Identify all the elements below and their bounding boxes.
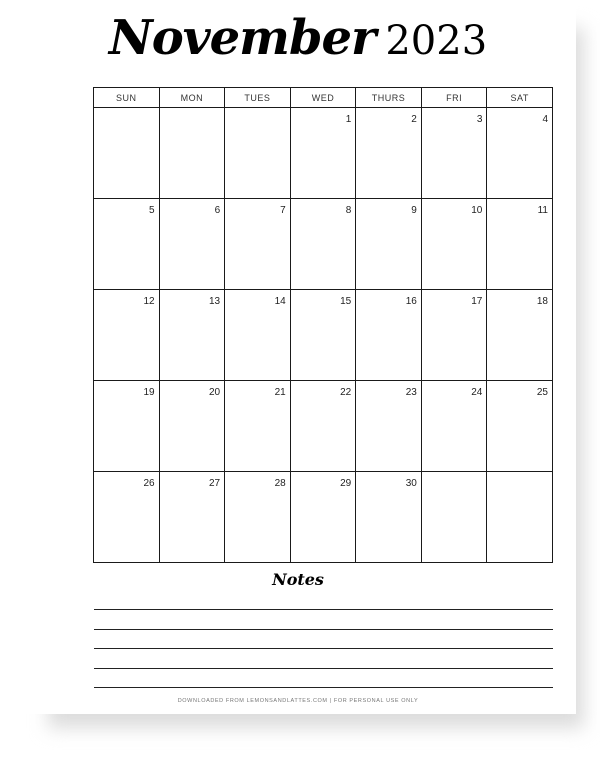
weekday-header: SUN xyxy=(94,88,160,108)
calendar-day-cell xyxy=(225,290,291,381)
day-number: 24 xyxy=(471,387,483,398)
day-number: 3 xyxy=(476,114,483,125)
day-number: 11 xyxy=(537,205,548,216)
calendar-day-cell xyxy=(356,290,422,381)
calendar-day-cell xyxy=(94,199,160,290)
day-number: 4 xyxy=(542,114,548,125)
day-number xyxy=(225,108,290,114)
calendar-day-cell xyxy=(94,290,160,381)
day-number: 29 xyxy=(340,478,352,489)
day-number: 15 xyxy=(340,296,352,307)
day-number: 27 xyxy=(209,478,221,489)
calendar-day-cell xyxy=(421,108,487,199)
day-number: 21 xyxy=(274,387,286,398)
calendar-day-cell xyxy=(487,290,553,381)
calendar-day-cell xyxy=(487,108,553,199)
weekday-header: SAT xyxy=(487,88,553,108)
day-number: 20 xyxy=(209,387,221,398)
calendar-day-cell xyxy=(487,199,553,290)
day-number: 2 xyxy=(411,114,417,125)
day-number: 30 xyxy=(405,478,417,489)
day-number: 8 xyxy=(345,205,352,216)
weekday-header: FRI xyxy=(421,88,487,108)
calendar-day-cell xyxy=(159,472,225,563)
calendar-day-cell xyxy=(356,472,422,563)
calendar-day-cell xyxy=(225,381,291,472)
weekday-header: THURS xyxy=(356,88,422,108)
footer-text: DOWNLOADED FROM LEMONSANDLATTES.COM | FOR PERSONAL USE ONLY xyxy=(177,698,419,704)
year-title: 2023 xyxy=(385,18,488,64)
weekday-header: WED xyxy=(290,88,356,108)
calendar-day-cell xyxy=(225,199,291,290)
calendar-day-cell xyxy=(290,472,356,563)
day-number: 17 xyxy=(471,296,483,307)
calendar-day-cell xyxy=(487,381,553,472)
notes-line xyxy=(94,609,553,610)
notes-line xyxy=(94,668,553,669)
calendar-day-cell xyxy=(487,472,553,563)
calendar-day-cell xyxy=(290,199,356,290)
calendar-week-row xyxy=(94,108,553,199)
calendar-week-row xyxy=(94,290,553,381)
day-number: 22 xyxy=(340,387,352,398)
day-number: 25 xyxy=(536,387,548,398)
calendar-day-cell xyxy=(159,199,225,290)
calendar-day-cell xyxy=(356,108,422,199)
day-number: 14 xyxy=(274,296,286,307)
day-number: 18 xyxy=(536,296,548,307)
calendar-day-cell xyxy=(225,472,291,563)
notes-title: Notes xyxy=(272,570,324,589)
calendar-day-cell xyxy=(290,290,356,381)
day-number xyxy=(422,472,487,478)
calendar-week-row xyxy=(94,199,553,290)
day-number xyxy=(160,108,225,114)
calendar-day-cell xyxy=(421,199,487,290)
day-number: 7 xyxy=(280,205,286,216)
calendar-day-cell xyxy=(94,472,160,563)
calendar-day-cell xyxy=(356,199,422,290)
day-number: 1 xyxy=(345,114,352,125)
calendar-day-cell xyxy=(356,381,422,472)
weekday-header: MON xyxy=(159,88,225,108)
day-number: 5 xyxy=(149,205,155,216)
calendar-day-cell xyxy=(159,108,225,199)
calendar-day-cell xyxy=(159,381,225,472)
calendar-day-cell xyxy=(421,472,487,563)
notes-line xyxy=(94,648,553,649)
day-number: 9 xyxy=(411,205,417,216)
calendar-body xyxy=(94,108,553,563)
weekday-header-row xyxy=(94,88,553,108)
day-number: 13 xyxy=(209,296,221,307)
notes-line xyxy=(94,687,553,688)
calendar-day-cell xyxy=(159,290,225,381)
day-number: 6 xyxy=(214,205,221,216)
calendar-grid xyxy=(93,87,553,563)
day-number: 10 xyxy=(471,205,483,216)
day-number: 28 xyxy=(274,478,286,489)
calendar-week-row xyxy=(94,472,553,563)
calendar-day-cell xyxy=(290,108,356,199)
notes-line xyxy=(94,629,553,630)
day-number: 23 xyxy=(405,387,417,398)
month-title: November xyxy=(108,10,376,66)
day-number: 19 xyxy=(143,387,155,398)
day-number: 26 xyxy=(143,478,155,489)
calendar-day-cell xyxy=(421,290,487,381)
calendar-day-cell xyxy=(94,381,160,472)
calendar-day-cell xyxy=(225,108,291,199)
day-number xyxy=(487,472,552,478)
calendar-day-cell xyxy=(94,108,160,199)
page-title xyxy=(20,10,576,66)
weekday-header: TUES xyxy=(225,88,291,108)
calendar-week-row xyxy=(94,381,553,472)
day-number xyxy=(94,108,159,114)
calendar-day-cell xyxy=(421,381,487,472)
calendar-page xyxy=(20,0,576,714)
day-number: 16 xyxy=(405,296,417,307)
day-number: 12 xyxy=(143,296,155,307)
calendar-day-cell xyxy=(290,381,356,472)
